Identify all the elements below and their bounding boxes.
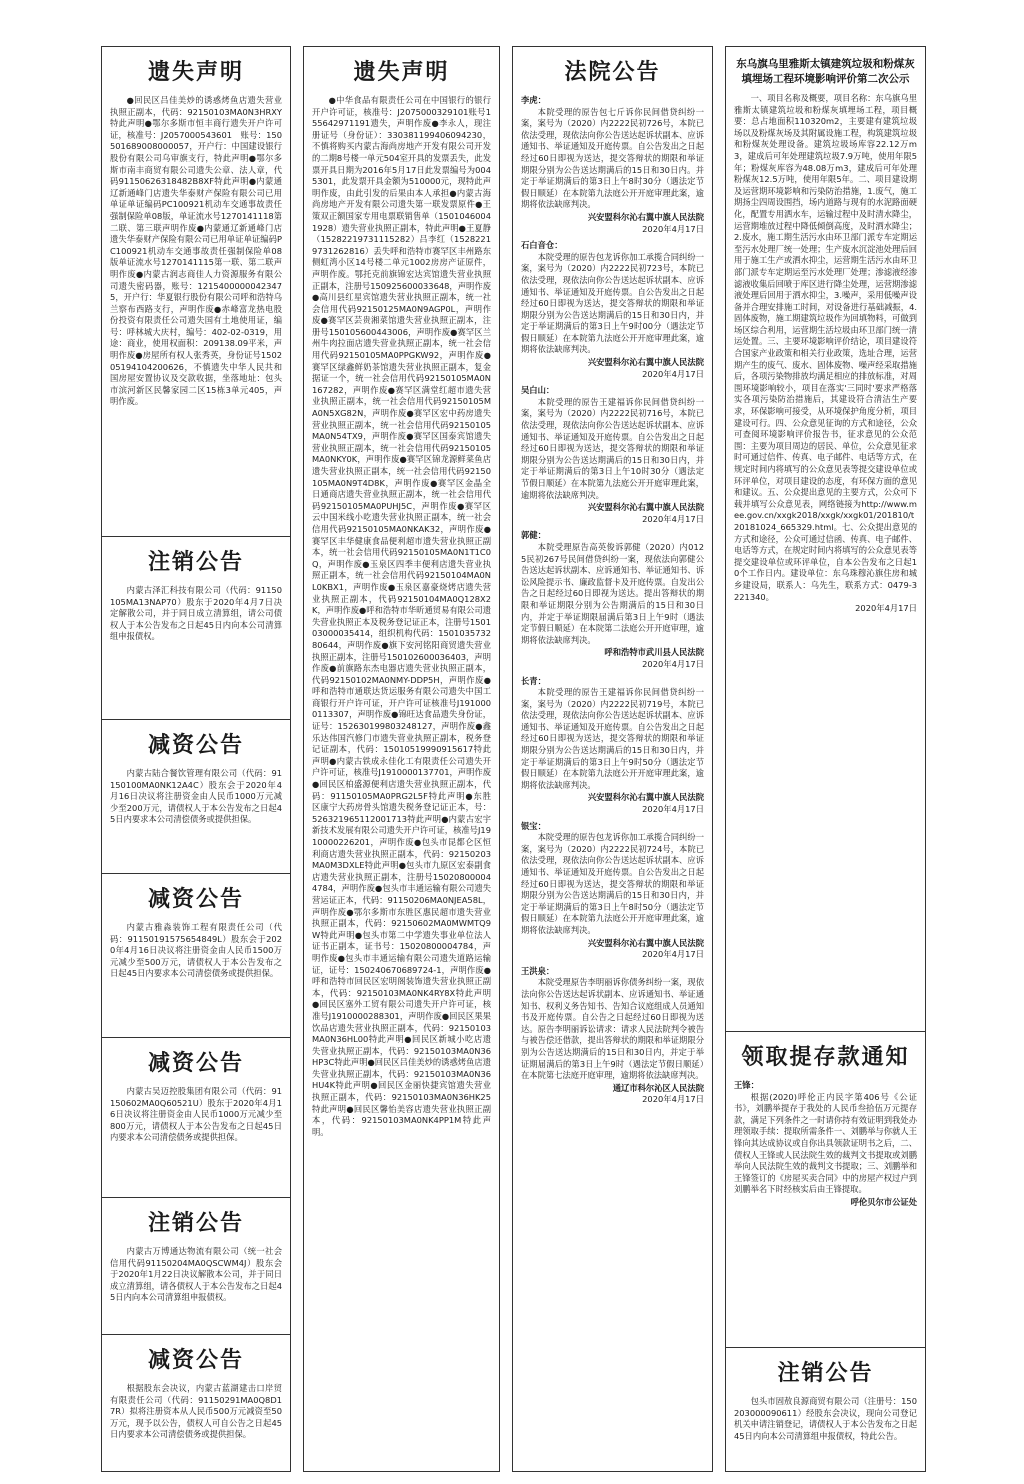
court-notice-list <box>521 95 704 1106</box>
court-name: 兴安盟科尔沁右翼中旗人民法院 <box>587 357 704 368</box>
reduce-notice-2 <box>102 874 290 1038</box>
court-name: 兴安盟科尔沁右翼中旗人民法院 <box>587 211 704 222</box>
notice-date: 2020年4月17日 <box>642 658 704 669</box>
notice-title: 减资公告 <box>147 887 244 912</box>
notice-body: 本院受理的原告包龙诉你加工承揽合同纠纷一案，案号为（2020）内2222民初724号，本院已依法受理，现依法向你公告送达起诉状副本、应诉通知书、举证通知及开庭传票。自公告发出之日起经过60日即视为送达，提交答辩状的期限和举证期限分别为公告送达期满后的15日和30日内，并定于举证期满后的第3日上午8时50分（遇法定节假日顺延）在本院第九法庭公开开庭审理此案，逾期将依法缺席判决。 <box>521 832 704 935</box>
recipient: 王锋： <box>734 1080 759 1090</box>
notice-body: ●回民区吕佳美炒的诱惑烤鱼店遗失营业执照正副本，代码：92150103MA0N3HRXY特此声明●鄂尔多斯市恒丰商行遗失开户许可证，核准号：J2057000543601 账号：150501689008000057，开户行：中国建设银行股份有限公司乌审旗支行，特此声明●鄂尔多斯市南丰商贸有限公司遗失公章、法人章，代码91150626318482B8XF特此声明●内蒙通辽新通峰门店遗失华泰财产保险有限公司已用单证单证编码PC100921机动车交通事故责任强制保险单08版，单证流水号1270141118第二联、第三联声明作废●内蒙通辽新通峰门店遗失华泰财产保险有限公司已用单证单证编码PC100921机动车交通事故责任强制保险单08版单证流水号1270141115第一联、第二联声明作废●内蒙古润志商佳人力资源服务有限公司遗失密码器，账号：12154000000423475，开户行：华夏银行股份有限公司呼和浩特乌兰察布西路支行，声明作废●赤峰富龙热电股份投资有限责任公司遗失国有土地使用证，编号：呼林城大庆村，编号：402-02-0319，用途：商业，使用权面积：209138.09平米，声明作废●房屋所有权人张秀英，身份证号150205194104200626，不慎遗失中华人民共和国房屋安置协议及交款收据，坐落地址：包头市滨河新区民馨家园二区15栋3单元405，声明作废。 <box>110 95 282 407</box>
notice-date: 2020年4月17日 <box>642 949 704 960</box>
column-3 <box>512 46 713 1472</box>
court-notice <box>521 530 704 670</box>
notice-body: ●中华食品有限责任公司在中国银行的银行开户许可证，核准号：J2075000329101账号155642971191遗失，声明作废●李永人，现注册证号（身份证）：330381199406094230，不慎将购买内蒙古海尚房地产开发有限公司开发的二期8号楼一单元504室开具的发票丢失，此发票开具日期为2016年5月17日此发票编号为0045301，此发票开具金额为510000元，现特此声明作废，由此引发的后果由本人承担●内蒙古海尚房地产开发有限公司遗失第一联发票原件●王策双正额国家专用电票联销售单（15010460041928）遗失营业执照正副本，特此声明●王夏静（15282219731115282）吕李红（15282219731262816）丢失呼和浩特市赛罕区丰州路东侧虹湾小区14号楼二单元1002房房产证原件，声明作废。鄂托克前旗锦宏达宾馆遗失营业执照正副本，注册号150925600033648，声明作废●高川县红星宾馆遗失营业执照正副本，统一社会信用代码92150125MA0N9AGP0L，声明作废●赛罕区芸贵湘菜馆遗失营业执照正副本，注册号150105600443006，声明作废●赛罕区兰州牛肉拉面店遗失营业执照正副本，统一社会信用代码92150105MA0PPGKW92，声明作废●赛罕区绿鑫鲜奶茶馆遗失营业执照正副本，复金据证一个，统一社会信用代码92150105MA0N167282，声明作废●赛罕区满堂红超市遗失营业执照正副本，统一社会信用代码92150105MA0N5XG82N，声明作废●赛罕区宏中药房遗失营业执照正副本，统一社会信用代码92150105MA0N54TX9，声明作废●赛罕区国泰宾馆遗失营业执照正副本，统一社会信用代码92150105MA0NKY0K，声明作废●赛罕区锦龙源鲜菜鱼店遗失营业执照正副本，统一社会信用代码92150105MA0N9T4D8K，声明作废●赛罕区金晶全日通商店遗失营业执照正副本，统一社会信用代码92150105MA0PUHJ5C，声明作废●赛罕区云中国米线小吃遗失营业执照正副本，统一社会信用代码92150105MA0NKAK32，声明作废●赛罕区丰华健康食品便利超市遗失营业执照正副本，统一社会信用代码92150105MA0N1T1C0Q，声明作废●玉泉区四季丰便利店遗失营业执照正副本，统一社会信用代码92150104MA0NL0KBX1，声明作废●玉泉区嘉豪烧烤店遗失营业执照正副本，代码92150104MA0Q128X2K，声明作废●呼和浩特市华昕通贸易有限公司遗失营业执照正本及税务登记证正本，注册号150103000035414，组织机构代码：150103573280644，声明作废●旗下安河铭阳商贸遗失营业执照正副本，注册号150102600036403，声明作废●前旗路东杰电器店遗失营业执照正副本，代码92150102MA0NMY-DDP5H，声明作废●呼和浩特市通联达货运服务有限公司遗失中国工商银行开户许可证，开户许可证核准号J1910000113307，声明作废●锦旺达食品遗失身份证，证号：152630199803248127，声明作废●鑫乐达伟国汽修门市遗失营业执照正副本，税务登记证副本，代码：15010519990915617特此声明●内蒙古铁成永佳化工有限责任公司遗失开户许可证，核准号J1910000137701，声明作废●回民区柏盛源便利店遗失营业执照正副本，代码：91150105MA0PRG2L5F特此声明●东胜区康宁大药房骨头馆遗失税务登记证正本，号：526321965112001713特此声明●内蒙古宏宇新技术发展有限公司遗失开户许可证，核准号J1910000226201，声明作废●包头市昆都仑区恒利商店遗失营业执照正副本，代码：92150203MA0M3DXLE特此声明●包头市九原区宏泰副食店遗失营业执照正副本，注册号150208000044784，声明作废●包头市丰通运输有限公司遗失营运证正本，代码：91150206MA0NJEA58L，声明作废●鄂尔多斯市东胜区惠民超市遗失营业执照正副本，代码：92150602MA0MWMTQ9W特此声明●包头市第二中学遗失事业单位法人证书正副本，证书号：15020800004784，声明作废●包头市丰通运输有限公司遗失道路运输证，证号：150240670689724-1，声明作废●呼和浩特市回民区宏明阁装饰遗失营业执照正副本，代码：92150103MA0NK4RY8X特此声明●回民区塞外工贸有限公司遗失开户许可证，核准号J1910000288301，声明作废●回民区果果饮品店遗失营业执照正副本，代码：92150103MA0N36HL00特此声明●回民区新城小吃店遗失营业执照正副本，代码：92150103MA0N36HP3C特此声明●回民区吕佳美炒的诱惑烤鱼店遗失营业执照正副本，代码：92150103MA0N36HU4K特此声明●回民区金丽快捷宾馆遗失营业执照正副本，代码：92150103MA0N36HK25特此声明●回民区馨怡美容店遗失营业执照正副本，代码：92150103MA0NK4PP1M特此声明。 <box>312 95 491 1137</box>
notice-body: 本院受理原告高英俊诉郭健（2020）内0125民初267号民间借贷纠纷一案，现依法向郭健公告送达起诉状副本、应诉通知书、举证通知书、诉讼风险提示书、廉政监督卡及开庭传票。自发出公告之日起经过60日即视为送达。提出答辩状的期限和举证期限分别为公告期满后的15日和30日内，并定于举证期限届满后第3日上午9时（遇法定节假日顺延）在本院第二法庭公开开庭审理，逾期将依法缺席判决。 <box>521 541 704 645</box>
court-name: 兴安盟科尔沁右翼中旗人民法院 <box>587 502 704 513</box>
notice-date: 2020年4月17日 <box>642 223 704 234</box>
notice-date: 2020年4月17日 <box>642 368 704 379</box>
notice-title: 遗失声明 <box>147 60 244 85</box>
lost-notice-2 <box>304 47 499 1472</box>
cancel-notice-2 <box>102 1198 290 1335</box>
notice-body: 内蒙古泽汇科技有限公司（代码：91150105MA13NAP70）股东于2020年4月7日决定解散公司，并于同日成立清算组，请公司债权人于本公告发布之日起45日内向本公司清算组申报债权。 <box>110 585 282 642</box>
notice-body: 本院受理的原告包龙诉你加工承揽合同纠纷一案，案号为（2020）内2222民初723号，本院已依法受理，现依法向你公告送达起诉状副本、应诉通知书、举证通知及开庭传票。自公告发出之日起经过60日即视为送达，提交答辩状的期限和举证期限分别为公告送达期满后的15日和30日内，并定于举证期满后的第3日上午9时00分（遇法定节假日顺延）在本院第九法庭公开开庭审理此案，逾期将依法缺席判决。 <box>521 251 704 355</box>
notice-date: 2020年4月17日 <box>642 804 704 815</box>
notice-body: 本院受理的原告王建福诉你民间借贷纠纷一案，案号为（2020）内2222民初716号，本院已依法受理，现依法向你公告送达起诉状副本、应诉通知书、举证通知及开庭传票。自公告发出之日起经过60日即视为送达，提交答辩状的期限和举证期限分别为公告送达期满后的15日和30日内，并定于举证期满后的第3日上午10时30分（遇法定节假日顺延）在本院第九法庭公开开庭审理此案，逾期将依法缺席判决。 <box>521 396 704 500</box>
column-4 <box>725 46 926 1472</box>
recipient: 石白音仓： <box>521 240 563 251</box>
eia-notice <box>726 47 925 1032</box>
court-notice <box>521 240 704 380</box>
recipient: 郭健： <box>521 530 546 541</box>
court-notice <box>521 95 704 235</box>
notice-body: 内蒙古雅淼装饰工程有限责任公司（代码：91150191575654849L）股东会于2020年4月16日决议将注册资金由人民币1500万元减少至500万元，请债权人于本公告发布之日起45日内要求本公司清偿债务或提供担保。 <box>110 922 282 979</box>
court-name: 兴安盟科尔沁右翼中旗人民法院 <box>587 792 704 803</box>
column-1 <box>101 46 291 1472</box>
notice-body: 本院受理原告李明丽诉你债务纠纷一案，现依法向你公告送达起诉状副本、应诉通知书、举证通知书、权利义务告知书、告知合议庭组成人员通知书及开庭传票。自公告之日起经过60日即视为送达。原告李明丽诉讼请求：请求人民法院判令被告与被告偿还借款，提出答辩状的期限和举证期限分别为公告送达期满后的15日和30日内，并定于举证期届满后的第3日上午9时（遇法定节假日顺延）在本院第七法庭开庭审理，逾期将依法缺席判决。 <box>521 977 704 1081</box>
court-name: 通辽市科尔沁区人民法院 <box>612 1082 704 1093</box>
notice-title: 领取提存款通知 <box>741 1045 910 1070</box>
notice-body: 本院受理的原告包七斤诉你民间借贷纠纷一案，案号为（2020）内2222民初726号，本院已依法受理，现依法向你公告送达起诉状副本、应诉通知书、举证通知及开庭传票。自公告发出之日起经过60日即视为送达，提交答辩状的期限和举证期限分别为公告送达期满后的15日和30日内。并定于举证期满后的第3日上午8时30分（遇法定节假日顺延）在本院第九法庭公开开庭审理此案，逾期将依法缺席判决。 <box>521 106 704 210</box>
notice-title: 注销公告 <box>147 550 244 575</box>
court-notice <box>521 385 704 525</box>
notice-title: 东乌旗乌里雅斯太镇建筑垃圾和粉煤灰填埋场工程环境影响评价第二次公示 <box>736 58 915 85</box>
notice-body: 根据(2020)呼伦正内民字第406号《公证书》，刘鹏举提存于我处的人民币叁拾伍万元提存款，满足下列条件之一时请你持有效证明到我处办理领取手续：提取所需条件一、刘鹏举与你就人王锋向其达成协议或自你出具领款证明书之后，二、债权人王锋或人民法院生效的裁判文书提取或刘鹏举向人民法院生效的裁判文书提取；三、刘鹏举和王锋签订的《房屋买卖合同》中的房屋产权过户到刘鹏举名下时经核实后由王锋提取。 <box>734 1091 917 1195</box>
section-title: 法院公告 <box>564 60 661 85</box>
recipient: 长青： <box>521 675 546 686</box>
reduce-notice-4 <box>102 1335 290 1472</box>
notice-date: 2020年4月17日 <box>855 603 917 614</box>
recipient: 吴白山： <box>521 385 555 396</box>
recipient: 王洪泉： <box>521 965 555 976</box>
court-name: 呼和浩特市武川县人民法院 <box>604 647 704 658</box>
column-2 <box>303 46 500 1472</box>
notice-title: 减资公告 <box>147 1051 244 1076</box>
recipient: 李虎： <box>521 95 546 105</box>
recipient: 银宝： <box>521 820 546 831</box>
notice-title: 注销公告 <box>147 1211 244 1236</box>
notice-body: 内蒙古万博通达物流有限公司（统一社会信用代码91150204MA0QSCWM4J）股东会于2020年1月22日决议解散本公司，并于同日成立清算组，请各债权人于本公告发布之日起45日内向本公司清算组申报债权。 <box>110 1246 282 1303</box>
notice-body: 一、项目名称及概要，项目名称：东乌旗乌里雅斯太镇建筑垃圾和粉煤灰填埋场工程，项目概要：总占地面积110320m2，主要建有建筑垃圾场以及粉煤灰场及其附属设施工程，构筑建筑垃圾和粉煤灰处理设备。建筑垃圾场库容22.12万m3，建成后可年处理建筑垃圾7.9万吨，使用年限5年；粉煤灰库容为48.08万m3，建成后可年处理粉煤灰12.5万吨，使用年限5年。二、项目建设期及运营期环境影响和污染防治措施，1.废气，施工期扬尘四周设围挡，场内道路与现有的水泥路面硬化，配置专用洒水车，运输过程中及时清水降尘，运营期堆放过程中降低倾倒高度，及时洒水降尘；2.废水，施工期生活污水由环卫部门派专车定期运至污水处理厂统一处理；生产废水沉淀池处理后回用于施工生产或洒水抑尘，运营期生活污水由环卫部门派专车定期运至污水处理厂处理；渗滤液经渗滤液收集后回喷于库区进行降尘处理，运营期渗滤液处理后回用于洒水抑尘，3.噪声，采用低噪声设备并合理安排施工时间，对设备进行基础减振，4.固体废物，施工期建筑垃圾作为回填物料，可做到场区综合利用，运营期生活垃圾由环卫部门统一清运处置。三、主要环境影响评价结论，项目建设符合国家产业政策和相关行业政策，选址合理，运营期产生的废气、废水、固体废物、噪声经采取措施后，各项污染物排放均满足相应的排放标准，对周围环境影响较小，项目在落实'三同时'要求严格落实各项污染防治措施后，其建设符合清洁生产要求，环保影响可接受，从环境保护角度分析，项目建设可行。四、公众意见征询的方式和途径，公众可查阅环境影响评价报告书，征求意见的公众范围：主要为项目周边的居民、单位，公众意见征求时可通过信件、传真、电子邮件、电话等方式，在规定时间内将填写的公众意见表等提交建设单位或环评单位，对项目建设的态度，有环保方面的意见和建议。五、公众提出意见的主要方式，公众可下载并填写公众意见表，网络链接为http://www.mee.gov.cn/xxgk2018/xxgk/xxgk01/201810/t20181024_665329.html。七、公众提出意见的方式和途径，公众可通过信函、传真、电子邮件、电话等方式，在规定时间内将填写的公众意见表等提交建设单位或环评单位，自本公告发布之日起10个工作日内。建设单位：东乌珠穆沁旗住房和城乡建设局，联系人：乌先生，联系方式：0479-3221340。 <box>734 93 917 602</box>
notice-body: 内蒙古陆合餐饮管理有限公司（代码：91150100MA0NK12A4C）股东会于2020年4月16日决议将注册资金由人民币1000万元减少至200万元，请债权人于本公告发布之日起45日内要求本公司清偿债务或提供担保。 <box>110 768 282 825</box>
court-notice <box>521 676 704 816</box>
reduce-notice-3 <box>102 1038 290 1198</box>
court-notice <box>521 966 704 1106</box>
cancel-notice-1 <box>102 537 290 720</box>
notice-title: 注销公告 <box>777 1361 874 1386</box>
notice-date: 2020年4月17日 <box>642 1094 704 1105</box>
reduce-notice-1 <box>102 720 290 874</box>
notice-body: 内蒙古吴迈控股集团有限公司（代码：91150602MA0Q60521U）股东于2020年4月16日决议将注册资金由人民币1000万元减少至800万元，请债权人于本公告发布之日起45日内要求本公司清偿债务或提供担保。 <box>110 1086 282 1143</box>
notice-date: 2020年4月17日 <box>642 513 704 524</box>
notice-title: 减资公告 <box>147 1348 244 1373</box>
court-name: 兴安盟科尔沁右翼中旗人民法院 <box>587 937 704 948</box>
cancel-notice-3 <box>726 1348 925 1472</box>
signature: 呼伦贝尔市公证处 <box>850 1196 917 1207</box>
notice-body: 根据股东会决议，内蒙古蓝湖建击口岸贸有限责任公司（代码：91150291MA0Q8D17R）拟将注册资本从人民币500万元减资至50万元，现予以公告，债权人可自公告之日起45日内要求本公司清偿债务或提供担保。 <box>110 1383 282 1440</box>
withdraw-notice <box>726 1032 925 1348</box>
notice-title: 减资公告 <box>147 733 244 758</box>
notice-body: 包头市固敖良源商贸有限公司（注册号：150203000090611）经股东会决议，现向公司登记机关申请注销登记，请债权人于本公告发布之日起45日内向本公司清算组申报债权，特此公告。 <box>734 1396 917 1441</box>
court-notices <box>513 47 712 1472</box>
court-notice <box>521 821 704 961</box>
notice-body: 本院受理的原告王建福诉你民间借贷纠纷一案，案号为（2020）内2222民初719号，本院已依法受理，现依法向你公告送达起诉状副本、应诉通知书、举证通知及开庭传票。自公告发出之日起经过60日即视为送达，提交答辩状的期限和举证期限分别为公告送达期满后的15日和30日内，并定于举证期满后的第3日上午9时50分（遇法定节假日顺延）在本院第九法庭公开开庭审理此案，逾期将依法缺席判决。 <box>521 687 704 790</box>
notice-title: 遗失声明 <box>353 60 450 85</box>
lost-notice-1 <box>102 47 290 537</box>
